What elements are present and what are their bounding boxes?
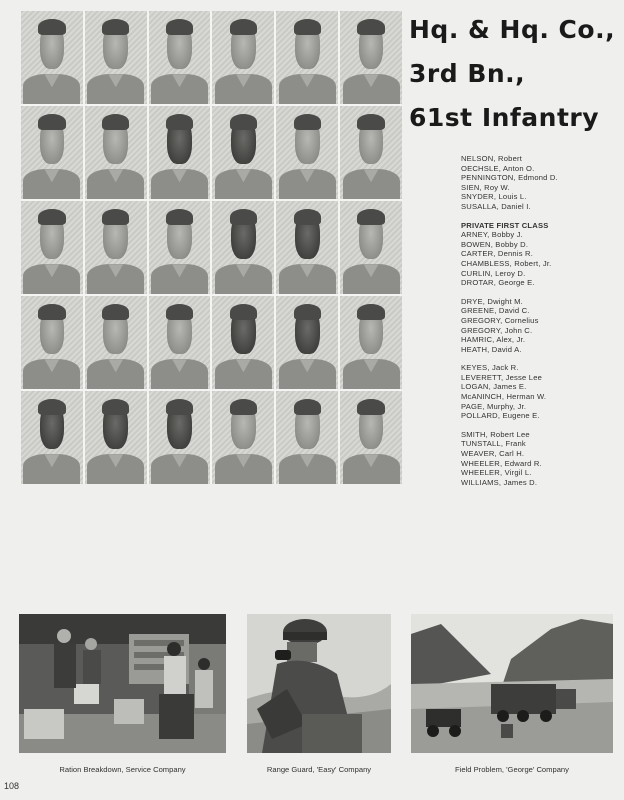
portrait-photo: [276, 201, 338, 294]
roster-name: WHEELER, Virgil L.: [461, 468, 532, 478]
roster-name: SMITH, Robert Lee: [461, 429, 530, 439]
ration-breakdown-caption: Ration Breakdown, Service Company: [59, 765, 186, 774]
roster-name: GREGORY, Cornelius: [461, 315, 539, 325]
roster-name: SIEN, Roy W.: [461, 182, 510, 192]
roster-name: LOGAN, James E.: [461, 382, 527, 392]
roster-name: WEAVER, Carl H.: [461, 449, 525, 459]
roster-name: HAMRIC, Alex, Jr.: [461, 335, 526, 345]
portrait-photo: [340, 106, 402, 199]
roster-name: CARTER, Dennis R.: [461, 249, 534, 259]
portrait-photo: [212, 106, 274, 199]
portrait-photo: [21, 11, 83, 104]
portrait-photo: [340, 391, 402, 484]
title-line-2: 3rd Bn.,: [409, 59, 526, 88]
portrait-photo: [85, 11, 147, 104]
roster-name: KEYES, Jack R.: [461, 363, 519, 373]
portrait-photo: [340, 11, 402, 104]
roster-list: [461, 154, 621, 496]
rank-heading: PRIVATE FIRST CLASS: [461, 220, 549, 230]
portrait-photo: [85, 201, 147, 294]
field-problem-caption: Field Problem, 'George' Company: [455, 765, 569, 774]
portrait-photo: [276, 296, 338, 389]
roster-name: PAGE, Murphy, Jr.: [461, 401, 527, 411]
range-guard-photo: [247, 614, 391, 753]
portrait-photo: [149, 391, 211, 484]
field-problem-photo: [411, 614, 613, 753]
roster-group: [461, 154, 621, 212]
portrait-photo: [340, 201, 402, 294]
portrait-photo: [149, 201, 211, 294]
roster-name: NELSON, Robert: [461, 154, 523, 163]
portrait-photo: [149, 106, 211, 199]
vehicles-in-field-icon: [411, 614, 613, 753]
portrait-photo: [212, 201, 274, 294]
roster-name: OECHSLE, Anton O.: [461, 163, 535, 173]
soldier-with-binoculars-icon: [247, 614, 391, 753]
portrait-photo: [21, 106, 83, 199]
roster-name: WILLIAMS, James D.: [461, 477, 538, 487]
roster-name: TUNSTALL, Frank: [461, 439, 526, 449]
roster-name: GREENE, David C.: [461, 306, 530, 316]
roster-name: HEATH, David A.: [461, 344, 522, 354]
portrait-photo: [212, 391, 274, 484]
roster-name: PENNINGTON, Edmond D.: [461, 173, 558, 183]
roster-name: CURLIN, Leroy D.: [461, 268, 526, 278]
roster-name: LEVERETT, Jesse Lee: [461, 372, 543, 382]
roster-name: BOWEN, Bobby D.: [461, 239, 529, 249]
roster-name: DRYE, Dwight M.: [461, 296, 523, 306]
title-line-1: Hq. & Hq. Co.,: [409, 15, 616, 44]
portrait-photo: [85, 106, 147, 199]
roster-name: ARNEY, Bobby J.: [461, 230, 523, 240]
roster-group: [461, 430, 621, 488]
page-number: 108: [4, 781, 20, 791]
portrait-photo: [276, 106, 338, 199]
title-line-3: 61st Infantry: [409, 103, 600, 132]
roster-group: [461, 363, 621, 421]
roster-name: GREGORY, John C.: [461, 325, 533, 335]
portrait-photo: [85, 391, 147, 484]
portrait-photo: [212, 296, 274, 389]
roster-name: POLLARD, Eugene E.: [461, 411, 540, 421]
range-guard-caption: Range Guard, 'Easy' Company: [266, 765, 372, 774]
warehouse-scene-icon: [19, 614, 226, 753]
portrait-grid: [21, 11, 402, 484]
roster-name: McANINCH, Herman W.: [461, 392, 547, 402]
portrait-photo: [149, 11, 211, 104]
portrait-photo: [276, 11, 338, 104]
roster-group: [461, 221, 621, 288]
portrait-photo: [21, 391, 83, 484]
roster-name: WHEELER, Edward R.: [461, 458, 542, 468]
roster-name: SUSALLA, Daniel I.: [461, 201, 531, 211]
portrait-photo: [212, 11, 274, 104]
portrait-photo: [21, 296, 83, 389]
portrait-photo: [340, 296, 402, 389]
portrait-photo: [85, 296, 147, 389]
unit-title: [409, 8, 624, 140]
portrait-photo: [276, 391, 338, 484]
roster-name: DROTAR, George E.: [461, 278, 535, 288]
roster-name: CHAMBLESS, Robert, Jr.: [461, 258, 552, 268]
portrait-photo: [149, 296, 211, 389]
ration-breakdown-photo: [19, 614, 226, 753]
portrait-photo: [21, 201, 83, 294]
roster-name: SNYDER, Louis L.: [461, 192, 527, 202]
roster-group: [461, 297, 621, 355]
